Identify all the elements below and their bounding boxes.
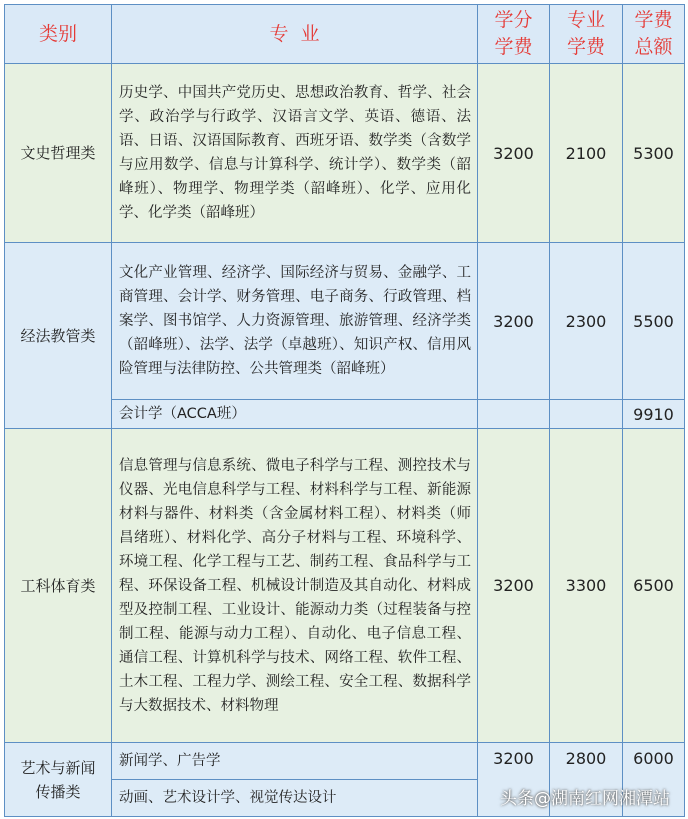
credit-fee-cell: 3200 bbox=[478, 64, 550, 243]
credit-fee-cell: 3200 bbox=[478, 243, 550, 400]
total-fee-cell: 6500 bbox=[623, 429, 685, 743]
watermark: 头条@湖南红网湘潭站 bbox=[500, 789, 670, 809]
category-cell: 经法教管类 bbox=[5, 243, 112, 429]
credit-fee-cell: 3200 bbox=[478, 743, 550, 817]
sub-major-cell: 会计学（ACCA班） bbox=[112, 400, 478, 429]
major-fee-cell: 2800 bbox=[550, 743, 623, 817]
total-fee-cell: 5300 bbox=[623, 64, 685, 243]
category-cell: 工科体育类 bbox=[5, 429, 112, 743]
header-total-fee: 学费 总额 bbox=[623, 5, 685, 64]
sub-major-cell: 动画、艺术设计学、视觉传达设计 bbox=[112, 780, 478, 817]
major-fee-cell: 3300 bbox=[550, 429, 623, 743]
header-category: 类别 bbox=[5, 5, 112, 64]
credit-fee-cell bbox=[478, 400, 550, 429]
major-fee-cell: 2300 bbox=[550, 243, 623, 400]
header-row bbox=[5, 5, 685, 64]
total-fee-cell: 5500 bbox=[623, 243, 685, 400]
credit-fee-cell: 3200 bbox=[478, 429, 550, 743]
category-cell: 文史哲理类 bbox=[5, 64, 112, 243]
category-cell: 艺术与新闻 传播类 bbox=[5, 743, 112, 817]
total-fee-cell: 6000 bbox=[623, 743, 685, 817]
total-fee-cell: 9910 bbox=[623, 400, 685, 429]
table-row bbox=[5, 429, 685, 743]
fee-table bbox=[4, 4, 685, 817]
header-credit-fee: 学分 学费 bbox=[478, 5, 550, 64]
header-major: 专 业 bbox=[112, 5, 478, 64]
table-row bbox=[5, 743, 685, 780]
majors-cell: 历史学、中国共产党历史、思想政治教育、哲学、社会学、政治学与行政学、汉语言文学、英语、德语、法语、日语、汉语国际教育、西班牙语、数学类（含数学与应用数学、信息与计算科学、统计学）、数学类（韶峰班）、物理学、物理学类（韶峰班）、化学、应用化学、化学类（韶峰班） bbox=[112, 64, 478, 243]
major-fee-cell: 2100 bbox=[550, 64, 623, 243]
header-major-fee: 专业 学费 bbox=[550, 5, 623, 64]
majors-cell: 新闻学、广告学 bbox=[112, 743, 478, 780]
table-row bbox=[5, 64, 685, 243]
table-row bbox=[5, 243, 685, 400]
majors-cell: 信息管理与信息系统、微电子科学与工程、测控技术与仪器、光电信息科学与工程、材料科学与工程、新能源材料与器件、材料类（含金属材料工程）、材料类（师昌绪班）、材料化学、高分子材料与工程、环境科学、环境工程、化学工程与工艺、制药工程、食品科学与工程、环保设备工程、机械设计制造及其自动化、材料成型及控制工程、工业设计、能源动力类（过程装备与控制工程、能源与动力工程）、自动化、电子信息工程、通信工程、计算机科学与技术、网络工程、软件工程、土木工程、工程力学、测绘工程、安全工程、数据科学与大数据技术、材料物理 bbox=[112, 429, 478, 743]
major-fee-cell bbox=[550, 400, 623, 429]
majors-cell: 文化产业管理、经济学、国际经济与贸易、金融学、工商管理、会计学、财务管理、电子商务、行政管理、档案学、图书馆学、人力资源管理、旅游管理、经济学类（韶峰班）、法学、法学（卓越班）、知识产权、信用风险管理与法律防控、公共管理类（韶峰班） bbox=[112, 243, 478, 400]
